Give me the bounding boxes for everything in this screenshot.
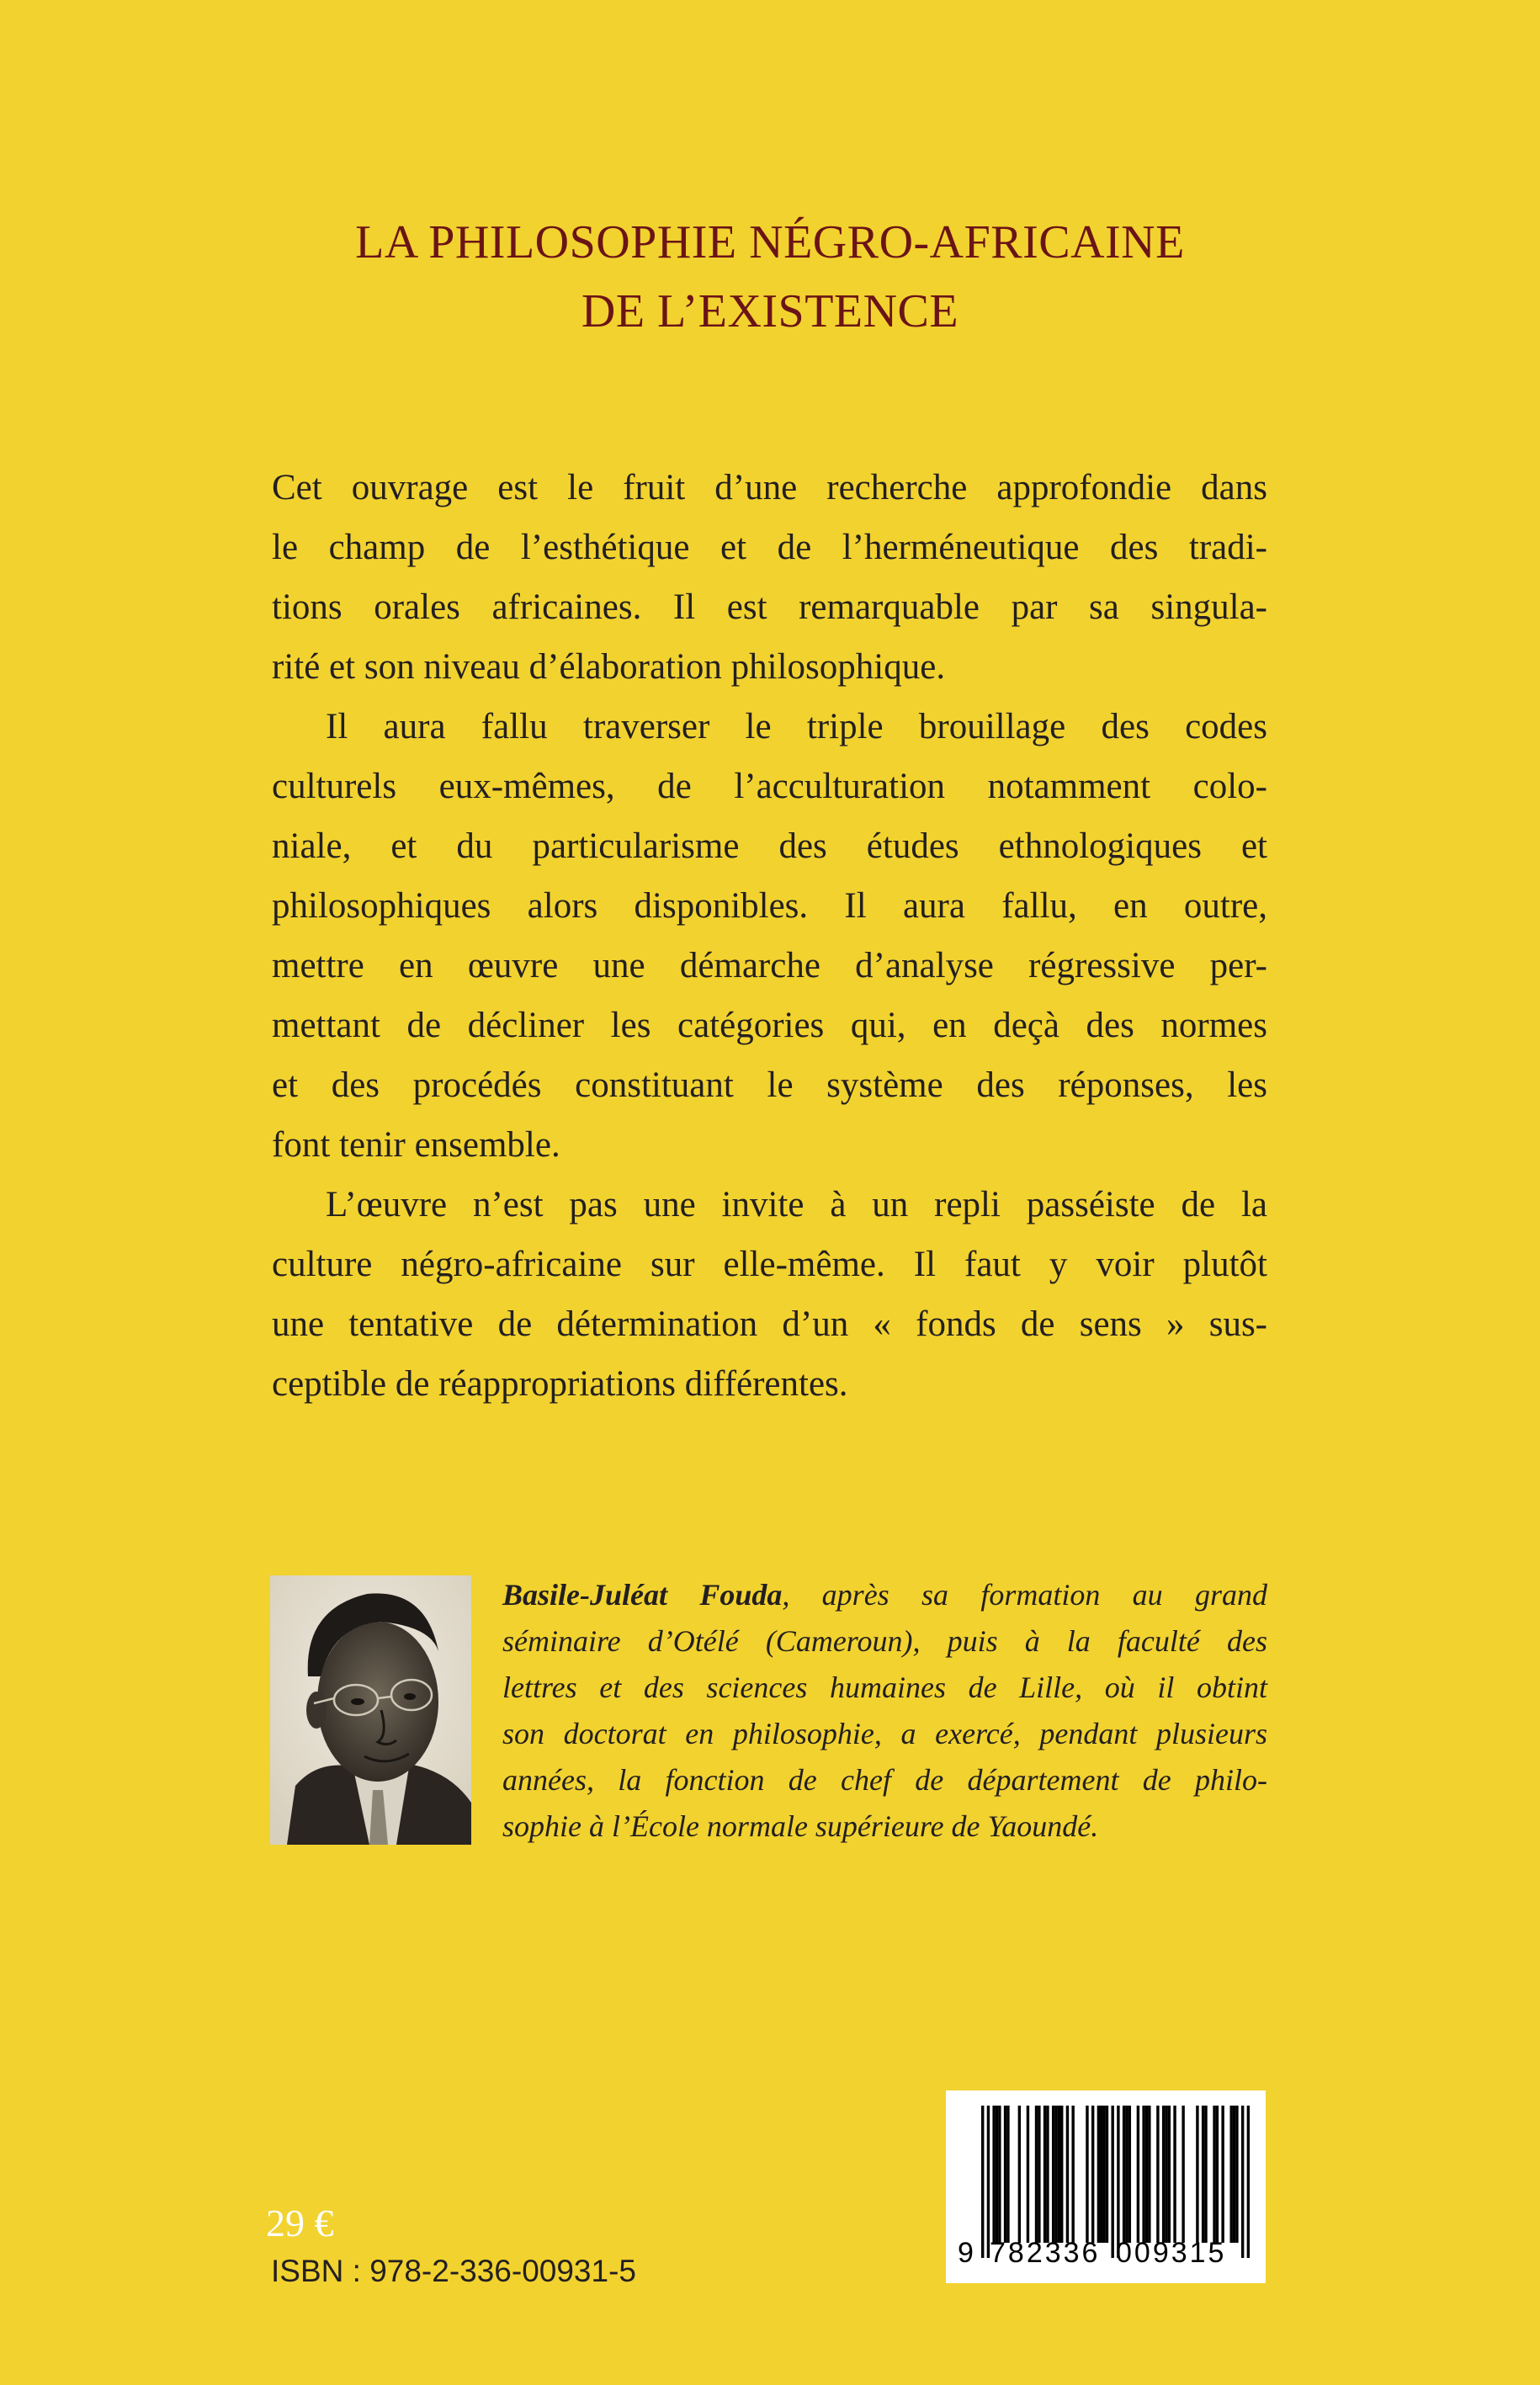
book-title	[0, 208, 1540, 346]
title-line-2: DE L’EXISTENCE	[581, 285, 959, 337]
blurb-line: le champ de l’esthétique et de l’herméneutique des tradi-	[272, 528, 1267, 567]
blurb-line: niale, et du particularisme des études ethnologiques et	[272, 826, 1267, 866]
blurb-line: rité et son niveau d’élaboration philosophique.	[272, 647, 946, 687]
blurb-line: Cet ouvrage est le fruit d’une recherche approfondie dans	[272, 468, 1267, 507]
bio-first-rest: , après sa formation au grand	[782, 1578, 1268, 1612]
author-name: Basile-Juléat Fouda	[502, 1578, 783, 1612]
blurb-line: culturels eux-mêmes, de l’acculturation notamment colo-	[272, 767, 1267, 806]
blurb-line: mettant de décliner les catégories qui, en deçà des normes	[272, 1006, 1267, 1045]
bio-line: séminaire d’Otélé (Cameroun), puis à la faculté des	[502, 1624, 1267, 1658]
blurb-line: ceptible de réappropriations différentes.	[272, 1364, 848, 1404]
author-portrait-image	[270, 1575, 471, 1845]
barcode-right-digits: 009315	[1116, 2237, 1227, 2269]
blurb-line: L’œuvre n’est pas une invite à un repli passéiste de la	[326, 1185, 1267, 1224]
author-photo	[270, 1575, 471, 1845]
barcode-first-digit: 9	[958, 2237, 974, 2269]
bio-line: son doctorat en philosophie, a exercé, pendant plusieurs	[502, 1717, 1267, 1750]
blurb-line: tions orales africaines. Il est remarquable par sa singula-	[272, 587, 1267, 627]
blurb	[272, 458, 1267, 1414]
isbn: ISBN : 978-2-336-00931-5	[271, 2254, 636, 2288]
title-line-1: LA PHILOSOPHIE NÉGRO-AFRICAINE	[355, 216, 1185, 268]
bio-line: sophie à l’École normale supérieure de Yaoundé.	[502, 1809, 1099, 1843]
blurb-line: culture négro-africaine sur elle-même. Il faut y voir plutôt	[272, 1245, 1267, 1284]
blurb-line: philosophiques alors disponibles. Il aura fallu, en outre,	[272, 886, 1267, 926]
price: 29 €	[266, 2202, 334, 2244]
bio-line: lettres et des sciences humaines de Lille, où il obtint	[502, 1671, 1267, 1704]
blurb-line: une tentative de détermination d’un « fonds de sens » sus-	[272, 1304, 1267, 1344]
blurb-line: font tenir ensemble.	[272, 1125, 560, 1165]
bio-line-first	[502, 1572, 1267, 1618]
barcode-left-digits: 782336	[990, 2237, 1101, 2269]
blurb-line: et des procédés constituant le système des réponses, les	[272, 1065, 1267, 1105]
bio-line: années, la fonction de chef de département de philo-	[502, 1763, 1267, 1797]
barcode	[946, 2090, 1266, 2283]
author-bio	[502, 1572, 1267, 1850]
blurb-line: Il aura fallu traverser le triple brouillage des codes	[326, 707, 1267, 746]
blurb-line: mettre en œuvre une démarche d’analyse régressive per-	[272, 946, 1267, 985]
